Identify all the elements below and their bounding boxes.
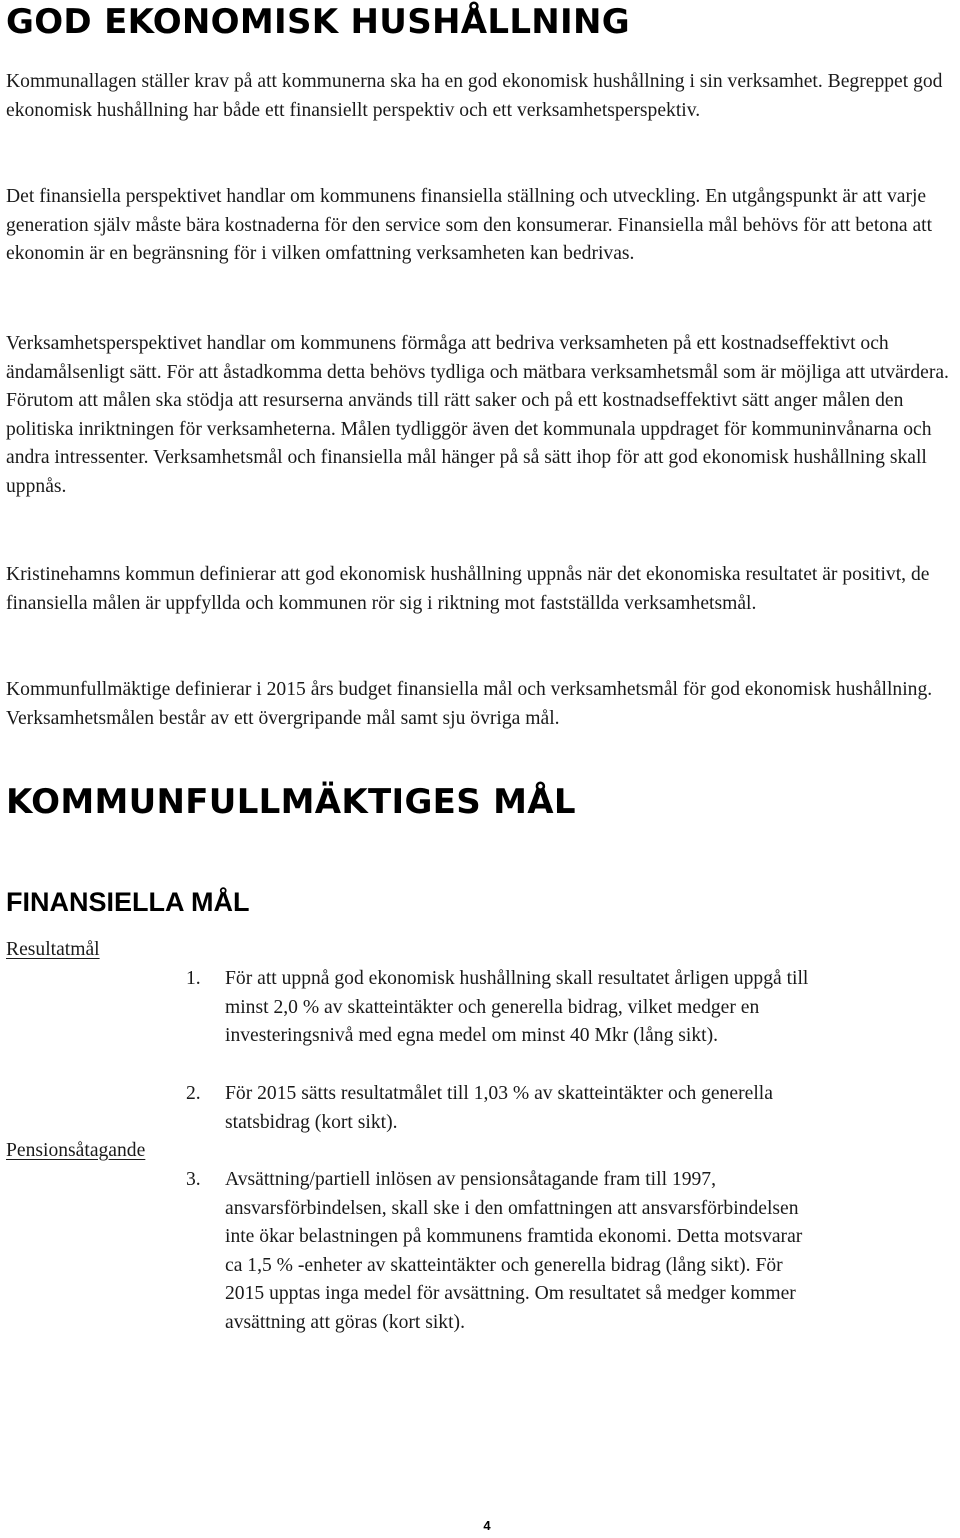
goal-number: 1. (186, 968, 201, 989)
subheading-resultatmal: Resultatmål (6, 939, 100, 960)
goal-number: 2. (186, 1083, 201, 1104)
goal-item-3 (180, 1166, 820, 1338)
goal-item-1 (180, 965, 820, 1051)
goal-text: För att uppnå god ekonomisk hushållning skall resultatet årligen uppgå till minst 2,0 % av skatteintäkter och generella bidrag, vilket medger en investeringsnivå med egna medel om minst 40 Mkr (lång sikt). (225, 968, 809, 1047)
goal-text: Avsättning/partiell inlösen av pensionsåtagande fram till 1997, ansvarsförbindelsen, skall ske i den omfattningen att ansvarsförbindelsen inte ökar belastningen på kommunens framtida ekonomi. Detta motsvarar ca 1,5 % -enheter av skatteintäkter och generella bidrag (lång sikt). För 2015 upptas inga medel för avsättning. Om resultatet så medger kommer avsättning att göras (kort sikt). (225, 1169, 803, 1333)
heading-god-ekonomisk-hushallning: GOD EKONOMISK HUSHÅLLNING (6, 2, 630, 42)
goal-text: För 2015 sätts resultatmålet till 1,03 % av skatteintäkter och generella statsbidrag (kort sikt). (225, 1083, 773, 1133)
paragraph-finansiellt-perspektiv: Det finansiella perspektivet handlar om kommunens finansiella ställning och utveckling. En utgångspunkt är att varje generation själv måste bära kostnaderna för den service som den konsumerar. Finansiella mål behövs för att betona att ekonomin är en begränsning för i vilken omfattning verksamheten kan bedrivas. (6, 186, 933, 265)
paragraph-kommunfullmaktige-definition: Kommunfullmäktige definierar i 2015 års budget finansiella mål och verksamhetsmål för god ekonomisk hushållning. Verksamhetsmålen består av ett övergripande mål samt sju övriga mål. (6, 679, 933, 729)
paragraph-kristinehamn-definition: Kristinehamns kommun definierar att god ekonomisk hushållning uppnås när det ekonomiska resultatet är positivt, de finansiella målen är uppfyllda och kommunen rör sig i riktning mot fastställda verksamhetsmål. (6, 564, 930, 614)
goal-item-2 (180, 1080, 820, 1137)
goal-number: 3. (186, 1169, 201, 1190)
page-number: 4 (483, 1518, 491, 1533)
paragraph-verksamhetsperspektiv: Verksamhetsperspektivet handlar om kommunens förmåga att bedriva verksamheten på ett kostnadseffektivt och ändamålsenligt sätt. För att åstadkomma detta behövs tydliga och mätbara verksamhetsmål som är möjliga att utvärdera. Förutom att målen ska stödja att resurserna används till rätt saker och på ett kostnadseffektivt sätt anger målen den politiska inriktningen för verksamheterna. Målen tydliggör även det kommunala uppdraget för kommuninvånarna och andra intressenter. Verksamhetsmål och finansiella mål hänger på så sätt ihop för att god ekonomisk hushållning skall uppnås. (6, 333, 949, 497)
paragraph-intro: Kommunallagen ställer krav på att kommunerna ska ha en god ekonomisk hushållning i sin verksamhet. Begreppet god ekonomisk hushållning har både ett finansiellt perspektiv och ett verksamhetsperspektiv. (6, 71, 943, 121)
heading-kommunfullmaktiges-mal: KOMMUNFULLMÄKTIGES MÅL (6, 782, 576, 822)
heading-finansiella-mal: FINANSIELLA MÅL (6, 887, 250, 917)
subheading-pensionsatagande: Pensionsåtagande (6, 1140, 146, 1161)
